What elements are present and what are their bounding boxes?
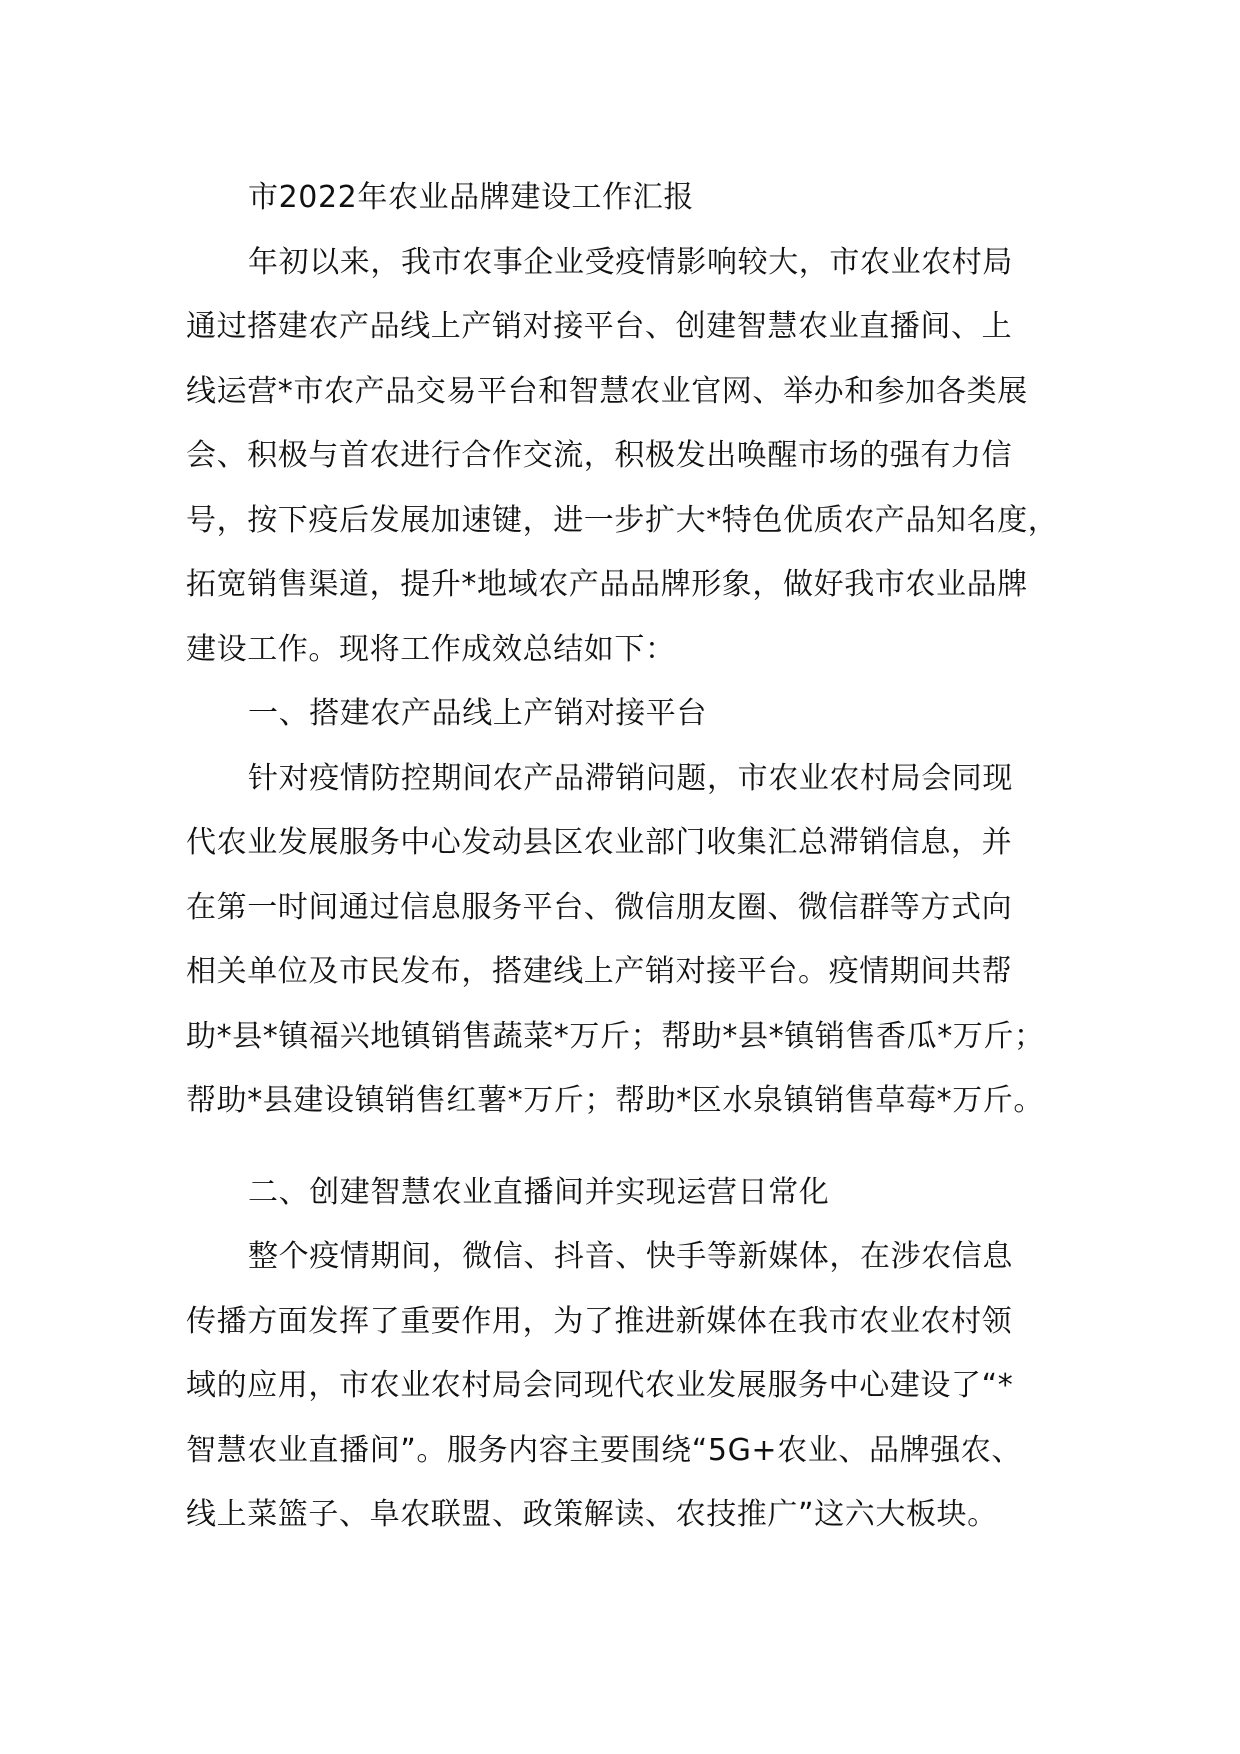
section-2-line: 域的应用，市农业农村局会同现代农业发展服务中心建设了“*: [186, 1368, 1014, 1403]
section-2-line: 智慧农业直播间”。服务内容主要围绕“5G+农业、品牌强农、: [186, 1432, 1022, 1468]
section-2-line: 整个疫情期间，微信、抖音、快手等新媒体，在涉农信息: [248, 1239, 1013, 1274]
document-title: 市2022年农业品牌建设工作汇报: [248, 180, 694, 215]
intro-line: 线运营*市农产品交易平台和智慧农业官网、举办和参加各类展: [186, 373, 1028, 409]
document-body: [186, 166, 1086, 1548]
section-2-line: 传播方面发挥了重要作用，为了推进新媒体在我市农业农村领: [186, 1303, 1013, 1339]
section-1-heading: 一、搭建农产品线上产销对接平台: [248, 696, 707, 731]
section-2-line: 线上菜篮子、阜农联盟、政策解读、农技推广”这六大板块。: [186, 1497, 998, 1532]
intro-line: 建设工作。现将工作成效总结如下：: [186, 631, 676, 667]
intro-line: 通过搭建农产品线上产销对接平台、创建智慧农业直播间、上: [186, 309, 1013, 344]
intro-line: 年初以来，我市农事企业受疫情影响较大，市农业农村局: [248, 244, 1013, 280]
section-1-line: 帮助*县建设镇销售红薯*万斤；帮助*区水泉镇销售草莓*万斤。: [186, 1083, 1044, 1118]
intro-line: 会、积极与首农进行合作交流，积极发出唤醒市场的强有力信: [186, 438, 1013, 473]
section-1-line: 针对疫情防控期间农产品滞销问题，市农业农村局会同现: [248, 760, 1013, 796]
section-1-line: 助*县*镇福兴地镇销售蔬菜*万斤；帮助*县*镇销售香瓜*万斤；: [186, 1018, 1045, 1054]
section-1-line: 在第一时间通过信息服务平台、微信朋友圈、微信群等方式向: [186, 889, 1013, 925]
section-2-heading: 二、创建智慧农业直播间并实现运营日常化: [248, 1174, 830, 1210]
paragraph-gap: [186, 1134, 1086, 1161]
section-1-line: 代农业发展服务中心发动县区农业部门收集汇总滞销信息，并: [186, 825, 1013, 860]
section-1-line: 相关单位及市民发布，搭建线上产销对接平台。疫情期间共帮: [186, 954, 1013, 989]
intro-line: 号，按下疫后发展加速键，进一步扩大*特色优质农产品知名度，: [186, 502, 1059, 538]
intro-line: 拓宽销售渠道，提升*地域农产品品牌形象，做好我市农业品牌: [186, 567, 1028, 602]
